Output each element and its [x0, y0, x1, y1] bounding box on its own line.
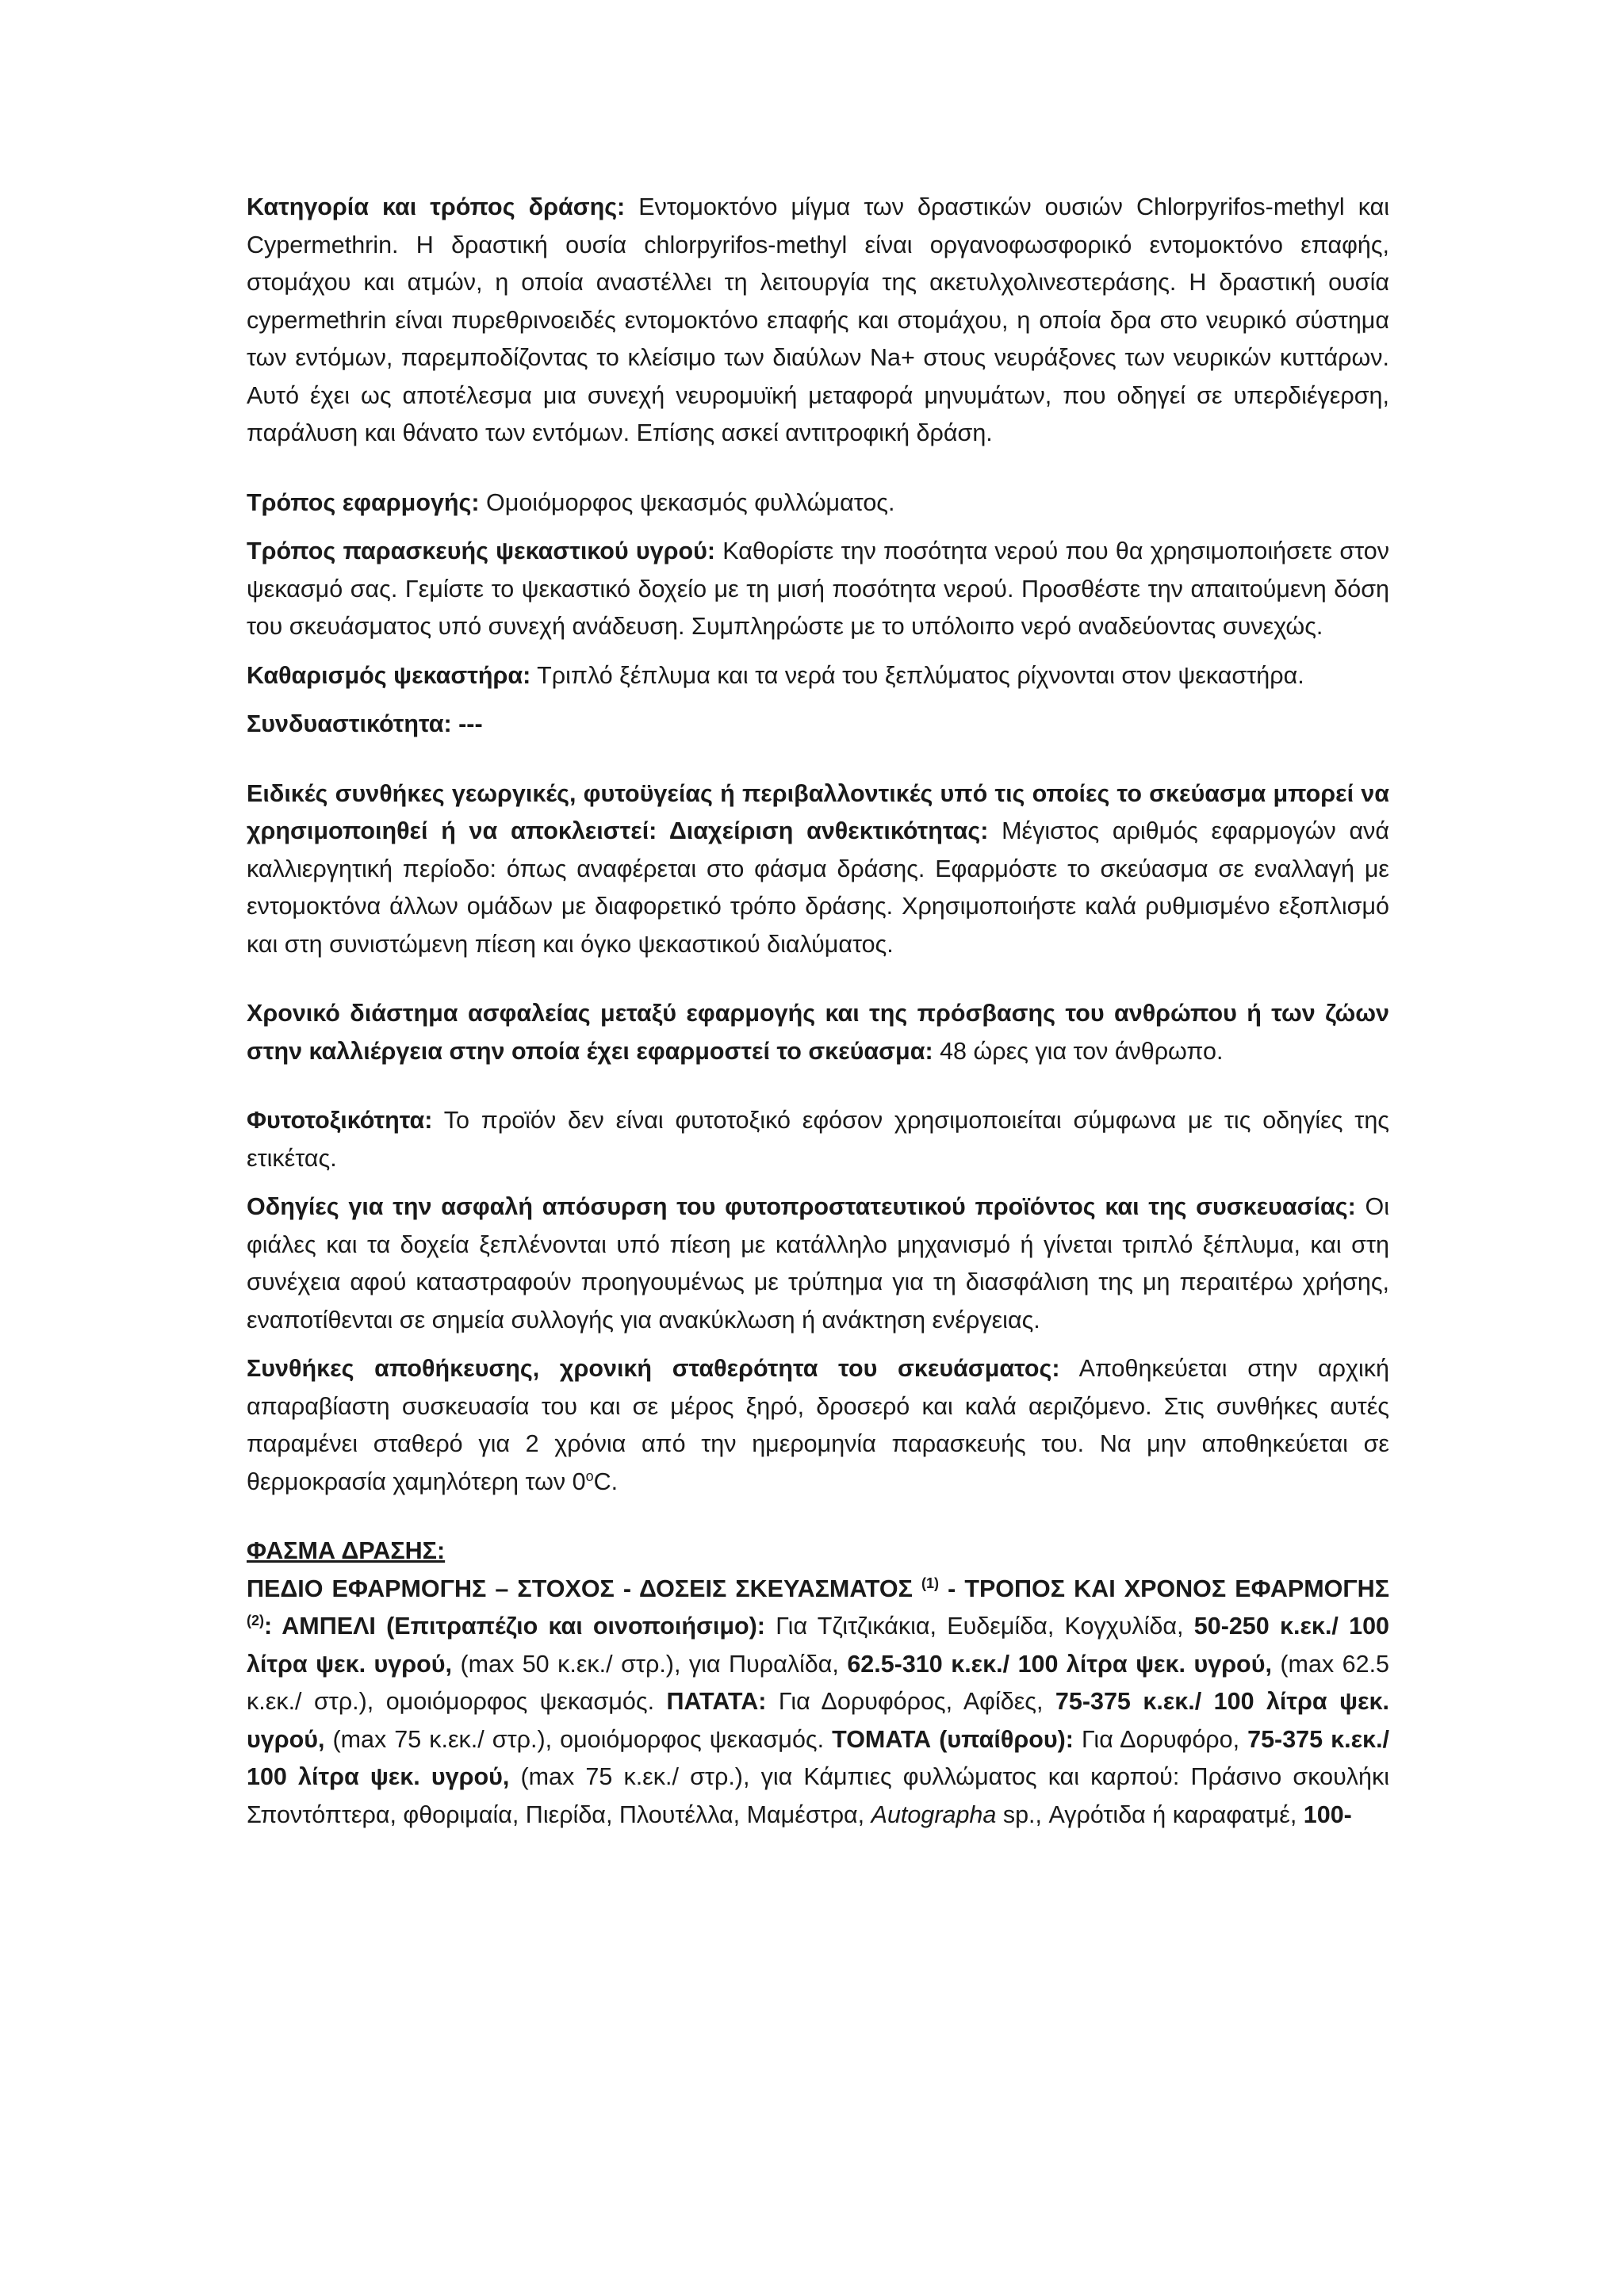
spectrum-text: Για Δορυφόρο,	[1073, 1725, 1248, 1753]
dose-bold: 75-375 κ.εκ./ 100 λίτρα ψεκ. υγρού,	[247, 1725, 1390, 1790]
paragraph-sprayer-cleaning	[247, 657, 1389, 695]
paragraph-safe-disposal	[247, 1188, 1389, 1339]
paragraph-text: Μέγιστος αριθμός εφαρμογών ανά καλλιεργητική περίοδο: όπως αναφέρεται στο φάσμα δράσης. Εφαρμόστε το σκεύασμα σε εναλλαγή με εντομοκτόνα άλλων ομάδων με διαφορετικό τρόπο δράσης. Χρησιμοποιήστε καλά ρυθμισμένο εξοπλισμό και στη συνιστώμενη πίεση και όγκο ψεκαστικού διαλύματος.	[247, 817, 1389, 958]
spectrum-text: (max 62.5 κ.εκ./ στρ.), ομοιόμορφος ψεκασμός.	[247, 1650, 1390, 1715]
paragraph-compatibility	[247, 706, 1389, 744]
crop-tomato: ΤΟΜΑΤΑ (υπαίθρου):	[832, 1725, 1074, 1753]
paragraph-text: Ομοιόμορφος ψεκασμός φυλλώματος.	[479, 488, 895, 516]
species-italic: Autographa	[871, 1800, 997, 1828]
paragraph-text: Το προϊόν δεν είναι φυτοτοξικό εφόσον χρησιμοποιείται σύμφωνα με τις οδηγίες της ετικέτας.	[247, 1107, 1389, 1172]
paragraph-label: Συνθήκες αποθήκευσης, χρονική σταθερότητα του σκευάσματος:	[247, 1355, 1060, 1382]
paragraph-label: Καθαρισμός ψεκαστήρα:	[247, 661, 531, 689]
paragraph-text: Οι φιάλες και τα δοχεία ξεπλένονται υπό πίεση με κατάλληλο μηχανισμό ή γίνεται τριπλό ξέπλυμα, και στη συνέχεια αφού καταστραφούν προηγουμένως με τρύπημα για τη διασφάλιση της μη περαιτέρω χρήσης, εναποτίθενται σε σημεία συλλογής για ανακύκλωση ή ανάκτηση ενέργειας.	[247, 1193, 1389, 1334]
paragraph-label: Τρόπος εφαρμογής:	[247, 488, 480, 516]
superscript-degree: ο	[585, 1468, 594, 1484]
paragraph-spray-preparation	[247, 533, 1389, 646]
dose-bold-continued: 100-	[1303, 1800, 1352, 1828]
superscript-note-2: (2)	[247, 1612, 264, 1628]
paragraph-text: 48 ώρες για τον άνθρωπο.	[933, 1037, 1224, 1065]
paragraph-label: Οδηγίες για την ασφαλή απόσυρση του φυτοπροστατευτικού προϊόντος και της συσκευασίας:	[247, 1193, 1356, 1220]
paragraph-label: Φυτοτοξικότητα:	[247, 1107, 433, 1134]
paragraph-label: Κατηγορία και τρόπος δράσης:	[247, 193, 626, 220]
dose-bold: 50-250 κ.εκ./ 100 λίτρα ψεκ. υγρού,	[247, 1613, 1390, 1678]
paragraph-text: Καθορίστε την ποσότητα νερού που θα χρησιμοποιήσετε στον ψεκασμό σας. Γεμίστε το ψεκαστικό δοχείο με τη μισή ποσότητα νερού. Προσθέστε την απαιτούμενη δόση του σκευάσματος υπό συνεχή ανάδευση. Συμπληρώστε με το υπόλοιπο νερό αναδεύοντας συνεχώς.	[247, 538, 1389, 640]
spectrum-heading-part: ΠΕΔΙΟ ΕΦΑΡΜΟΓΗΣ – ΣΤΟΧΟΣ - ΔΟΣΕΙΣ ΣΚΕΥΑΣΜΑΤΟΣ	[247, 1575, 922, 1602]
paragraph-text: Αποθηκεύεται στην αρχική απαραβίαστη συσκευασία του και σε μέρος ξηρό, δροσερό και καλά αεριζόμενο. Στις συνθήκες αυτές παραμένει σταθερό για 2 χρόνια από την ημερομηνία παρασκευής του. Να μην αποθηκεύεται σε θερμοκρασία χαμηλότερη των 0	[247, 1355, 1390, 1495]
spectrum-text: (max 75 κ.εκ./ στρ.), ομοιόμορφος ψεκασμός.	[324, 1725, 833, 1753]
paragraph-phytotoxicity	[247, 1102, 1389, 1177]
paragraph-label: Χρονικό διάστημα ασφαλείας μεταξύ εφαρμογής και της πρόσβασης του ανθρώπου ή των ζώων στην καλλιέργεια στην οποία έχει εφαρμοστεί το σκεύασμα:	[247, 1000, 1389, 1065]
document-page	[247, 189, 1389, 1834]
spectrum-text: Για Τζιτζικάκια, Ευδεμίδα, Κογχυλίδα,	[764, 1613, 1194, 1640]
dose-bold: 75-375 κ.εκ./ 100 λίτρα ψεκ. υγρού,	[247, 1688, 1389, 1753]
superscript-note-1: (1)	[921, 1575, 940, 1591]
paragraph-special-conditions	[247, 775, 1389, 964]
paragraph-text: Τριπλό ξέπλυμα και τα νερά του ξεπλύματος ρίχνονται στον ψεκαστήρα.	[530, 661, 1304, 689]
paragraph-label: Ειδικές συνθήκες γεωργικές, φυτοϋγείας ή περιβαλλοντικές υπό τις οποίες το σκεύασμα μπορεί να χρησιμοποιηθεί ή να αποκλειστεί: Διαχείριση ανθεκτικότητας:	[247, 779, 1389, 844]
spectrum-text: (max 50 κ.εκ./ στρ.), για Πυραλίδα,	[452, 1650, 848, 1678]
paragraph-spectrum	[247, 1571, 1389, 1835]
paragraph-application-method	[247, 484, 1389, 522]
section-heading: ΦΑΣΜΑ ΔΡΑΣΗΣ:	[247, 1537, 446, 1564]
paragraph-safety-interval	[247, 995, 1389, 1070]
spectrum-text: sp., Αγρότιδα ή καραφατμέ,	[996, 1800, 1304, 1828]
dose-bold: 62.5-310 κ.εκ./ 100 λίτρα ψεκ. υγρού,	[847, 1650, 1272, 1678]
paragraph-storage	[247, 1350, 1389, 1501]
crop-potato: ΠΑΤΑΤΑ:	[666, 1688, 767, 1715]
paragraph-text: Εντομοκτόνο μίγμα των δραστικών ουσιών Chlorpyrifos-methyl και Cypermethrin. Η δραστική ουσία chlorpyrifos-methyl είναι οργανοφωσφορικό εντομοκτόνο επαφής, στομάχου και ατμών, η οποία αναστέλλει τη λειτουργία της ακετυλχολινεστεράσης. Η δραστική ουσία cypermethrin είναι πυρεθρινοειδές εντομοκτόνο επαφής και στομάχου, η οποία δρα στο νευρικό σύστημα των εντόμων, παρεμποδίζοντας το κλείσιμο των διαύλων Na+ στους νευράξονες των νευρικών κυττάρων. Αυτό έχει ως αποτέλεσμα μια συνεχή νευρομυϊκή μεταφορά μηνυμάτων, που οδηγεί σε υπερδιέγερση, παράλυση και θάνατο των εντόμων. Επίσης ασκεί αντιτροφική δράση.	[247, 193, 1389, 446]
paragraph-label: Τρόπος παρασκευής ψεκαστικού υγρού:	[247, 538, 716, 564]
spectrum-text: (max 75 κ.εκ./ στρ.), για Κάμπιες φυλλώματος και καρπού: Πράσινο σκουλήκι Σποντόπτερα, φθοριμαία, Πιερίδα, Πλουτέλλα, Μαμέστρα,	[247, 1763, 1389, 1828]
paragraph-text-tail: C.	[593, 1468, 619, 1495]
crop-vineyard: : ΑΜΠΕΛΙ (Επιτραπέζιο και οινοποιήσιμο):	[264, 1613, 765, 1640]
section-heading-spectrum	[247, 1533, 1389, 1571]
spectrum-text: Για Δορυφόρος, Αφίδες,	[766, 1688, 1055, 1715]
paragraph-label: Συνδυαστικότητα: ---	[247, 710, 483, 737]
spectrum-heading-part: - ΤΡΟΠΟΣ ΚΑΙ ΧΡΟΝΟΣ ΕΦΑΡΜΟΓΗΣ	[939, 1575, 1389, 1602]
paragraph-mode-of-action	[247, 189, 1389, 453]
